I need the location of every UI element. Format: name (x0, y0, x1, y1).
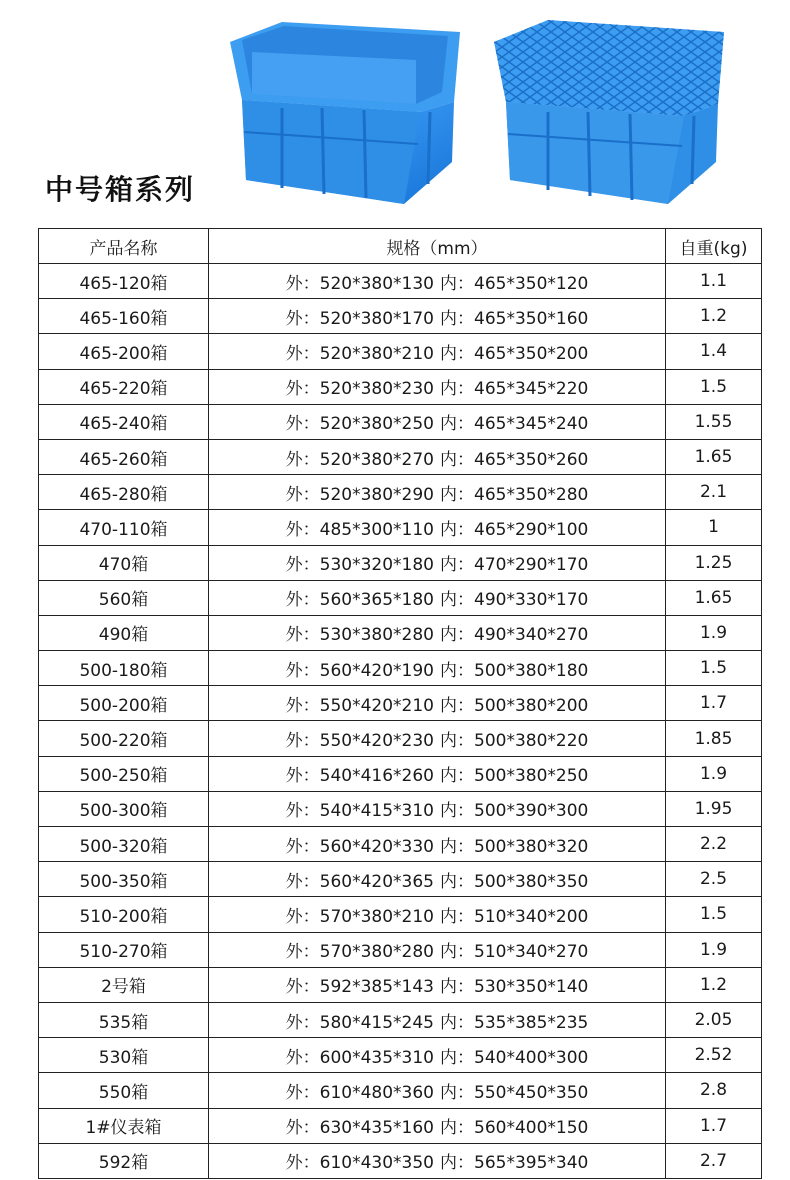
inner-dimensions: 内：465*350*200 (440, 343, 589, 364)
spec-cell (209, 369, 666, 404)
table-body (39, 264, 762, 1179)
product-name-cell: 530箱 (39, 1038, 209, 1073)
weight-cell: 1.2 (666, 967, 762, 1002)
weight-cell: 2.7 (666, 1143, 762, 1178)
weight-cell: 1.9 (666, 615, 762, 650)
outer-dimensions: 外：530*380*280 (285, 625, 434, 646)
outer-dimensions: 外：560*420*330 (285, 836, 434, 857)
outer-dimensions: 外：520*380*210 (285, 343, 434, 364)
weight-cell: 1.1 (666, 264, 762, 299)
table-row (39, 686, 762, 721)
table-header-row (39, 229, 762, 264)
spec-cell (209, 756, 666, 791)
table-row (39, 404, 762, 439)
inner-dimensions: 内：465*345*220 (440, 379, 589, 400)
table-row (39, 299, 762, 334)
weight-cell: 1.65 (666, 439, 762, 474)
spec-cell (209, 651, 666, 686)
table-row (39, 1002, 762, 1037)
outer-dimensions: 外：570*380*280 (285, 942, 434, 963)
spec-table (38, 228, 762, 1179)
spec-cell (209, 686, 666, 721)
inner-dimensions: 内：550*450*350 (440, 1082, 589, 1103)
inner-dimensions: 内：490*330*170 (440, 590, 589, 611)
inner-dimensions: 内：540*400*300 (440, 1047, 589, 1068)
weight-cell: 1.5 (666, 897, 762, 932)
inner-dimensions: 内：500*390*300 (440, 801, 589, 822)
inner-dimensions: 内：565*395*340 (440, 1153, 589, 1174)
inner-dimensions: 内：465*290*100 (440, 519, 589, 540)
inner-dimensions: 内：465*350*260 (440, 449, 589, 470)
product-name-cell: 470-110箱 (39, 510, 209, 545)
table-row (39, 1143, 762, 1178)
table-row (39, 721, 762, 756)
spec-cell (209, 475, 666, 510)
table-row (39, 1038, 762, 1073)
table-row (39, 264, 762, 299)
spec-cell (209, 299, 666, 334)
inner-dimensions: 内：500*380*200 (440, 695, 589, 716)
inner-dimensions: 内：500*380*250 (440, 766, 589, 787)
product-name-cell: 2号箱 (39, 967, 209, 1002)
product-name-cell: 465-200箱 (39, 334, 209, 369)
spec-cell (209, 791, 666, 826)
outer-dimensions: 外：592*385*143 (285, 977, 434, 998)
outer-dimensions: 外：610*480*360 (285, 1082, 434, 1103)
product-name-cell: 465-280箱 (39, 475, 209, 510)
product-name-cell: 510-270箱 (39, 932, 209, 967)
weight-cell: 1.25 (666, 545, 762, 580)
table-row (39, 827, 762, 862)
table-row (39, 510, 762, 545)
weight-cell: 1.7 (666, 686, 762, 721)
spec-cell (209, 862, 666, 897)
spec-cell (209, 580, 666, 615)
spec-cell (209, 1143, 666, 1178)
weight-cell: 1.7 (666, 1108, 762, 1143)
outer-dimensions: 外：550*420*210 (285, 695, 434, 716)
product-name-cell: 500-320箱 (39, 827, 209, 862)
table-row (39, 334, 762, 369)
inner-dimensions: 内：535*385*235 (440, 1012, 589, 1033)
spec-cell (209, 967, 666, 1002)
inner-dimensions: 内：500*380*350 (440, 871, 589, 892)
outer-dimensions: 外：600*435*310 (285, 1047, 434, 1068)
weight-cell: 1.5 (666, 651, 762, 686)
table-row (39, 369, 762, 404)
inner-dimensions: 内：470*290*170 (440, 555, 589, 576)
table-row (39, 545, 762, 580)
outer-dimensions: 外：485*300*110 (285, 519, 434, 540)
weight-cell: 2.5 (666, 862, 762, 897)
weight-cell: 1.85 (666, 721, 762, 756)
product-name-cell: 490箱 (39, 615, 209, 650)
column-header-weight: 自重(kg) (666, 229, 762, 264)
product-name-cell: 500-300箱 (39, 791, 209, 826)
weight-cell: 2.2 (666, 827, 762, 862)
spec-cell (209, 1038, 666, 1073)
table-row (39, 651, 762, 686)
outer-dimensions: 外：560*420*190 (285, 660, 434, 681)
table-row (39, 475, 762, 510)
blue-open-crate-icon (222, 12, 462, 212)
spec-cell (209, 510, 666, 545)
weight-cell: 1.5 (666, 369, 762, 404)
weight-cell: 1.9 (666, 932, 762, 967)
spec-cell (209, 827, 666, 862)
column-header-name: 产品名称 (39, 229, 209, 264)
inner-dimensions: 内：465*345*240 (440, 414, 589, 435)
spec-cell (209, 545, 666, 580)
outer-dimensions: 外：540*416*260 (285, 766, 434, 787)
weight-cell: 2.1 (666, 475, 762, 510)
table-row (39, 791, 762, 826)
inner-dimensions: 内：510*340*200 (440, 906, 589, 927)
weight-cell: 1.9 (666, 756, 762, 791)
inner-dimensions: 内：510*340*270 (440, 942, 589, 963)
spec-cell (209, 439, 666, 474)
outer-dimensions: 外：560*365*180 (285, 590, 434, 611)
spec-cell (209, 334, 666, 369)
outer-dimensions: 外：630*435*160 (285, 1118, 434, 1139)
weight-cell: 1.2 (666, 299, 762, 334)
weight-cell: 1.4 (666, 334, 762, 369)
outer-dimensions: 外：520*380*270 (285, 449, 434, 470)
product-name-cell: 500-200箱 (39, 686, 209, 721)
product-name-cell: 500-350箱 (39, 862, 209, 897)
product-name-cell: 470箱 (39, 545, 209, 580)
product-name-cell: 1#仪表箱 (39, 1108, 209, 1143)
inner-dimensions: 内：500*380*180 (440, 660, 589, 681)
outer-dimensions: 外：520*380*130 (285, 273, 434, 294)
table-row (39, 439, 762, 474)
table-row (39, 615, 762, 650)
table-row (39, 932, 762, 967)
outer-dimensions: 外：520*380*230 (285, 379, 434, 400)
inner-dimensions: 内：500*380*320 (440, 836, 589, 857)
outer-dimensions: 外：520*380*170 (285, 308, 434, 329)
product-name-cell: 465-240箱 (39, 404, 209, 439)
product-name-cell: 550箱 (39, 1073, 209, 1108)
outer-dimensions: 外：520*380*290 (285, 484, 434, 505)
column-header-spec: 规格（mm） (209, 229, 666, 264)
spec-cell (209, 1073, 666, 1108)
blue-crate-with-lid-icon (488, 12, 728, 212)
spec-cell (209, 1108, 666, 1143)
table-row (39, 580, 762, 615)
spec-cell (209, 721, 666, 756)
product-name-cell: 465-260箱 (39, 439, 209, 474)
weight-cell: 1.55 (666, 404, 762, 439)
weight-cell: 2.52 (666, 1038, 762, 1073)
product-name-cell: 592箱 (39, 1143, 209, 1178)
table-row (39, 897, 762, 932)
outer-dimensions: 外：610*430*350 (285, 1153, 434, 1174)
spec-cell (209, 264, 666, 299)
table-row (39, 1108, 762, 1143)
product-name-cell: 500-220箱 (39, 721, 209, 756)
inner-dimensions: 内：560*400*150 (440, 1118, 589, 1139)
product-name-cell: 560箱 (39, 580, 209, 615)
product-name-cell: 510-200箱 (39, 897, 209, 932)
weight-cell: 1.65 (666, 580, 762, 615)
outer-dimensions: 外：520*380*250 (285, 414, 434, 435)
product-name-cell: 465-220箱 (39, 369, 209, 404)
table-row (39, 1073, 762, 1108)
inner-dimensions: 内：465*350*120 (440, 273, 589, 294)
outer-dimensions: 外：580*415*245 (285, 1012, 434, 1033)
spec-cell (209, 1002, 666, 1037)
outer-dimensions: 外：530*320*180 (285, 555, 434, 576)
inner-dimensions: 内：490*340*270 (440, 625, 589, 646)
table-row (39, 862, 762, 897)
inner-dimensions: 内：465*350*160 (440, 308, 589, 329)
outer-dimensions: 外：540*415*310 (285, 801, 434, 822)
inner-dimensions: 内：500*380*220 (440, 731, 589, 752)
outer-dimensions: 外：570*380*210 (285, 906, 434, 927)
product-name-cell: 465-160箱 (39, 299, 209, 334)
product-name-cell: 500-250箱 (39, 756, 209, 791)
inner-dimensions: 内：465*350*280 (440, 484, 589, 505)
weight-cell: 2.8 (666, 1073, 762, 1108)
product-name-cell: 465-120箱 (39, 264, 209, 299)
spec-cell (209, 404, 666, 439)
table-row (39, 756, 762, 791)
product-name-cell: 500-180箱 (39, 651, 209, 686)
spec-cell (209, 615, 666, 650)
product-name-cell: 535箱 (39, 1002, 209, 1037)
spec-cell (209, 932, 666, 967)
page-title: 中号箱系列 (45, 173, 196, 206)
outer-dimensions: 外：550*420*230 (285, 731, 434, 752)
inner-dimensions: 内：530*350*140 (440, 977, 589, 998)
weight-cell: 1 (666, 510, 762, 545)
outer-dimensions: 外：560*420*365 (285, 871, 434, 892)
weight-cell: 2.05 (666, 1002, 762, 1037)
table-row (39, 967, 762, 1002)
weight-cell: 1.95 (666, 791, 762, 826)
spec-cell (209, 897, 666, 932)
